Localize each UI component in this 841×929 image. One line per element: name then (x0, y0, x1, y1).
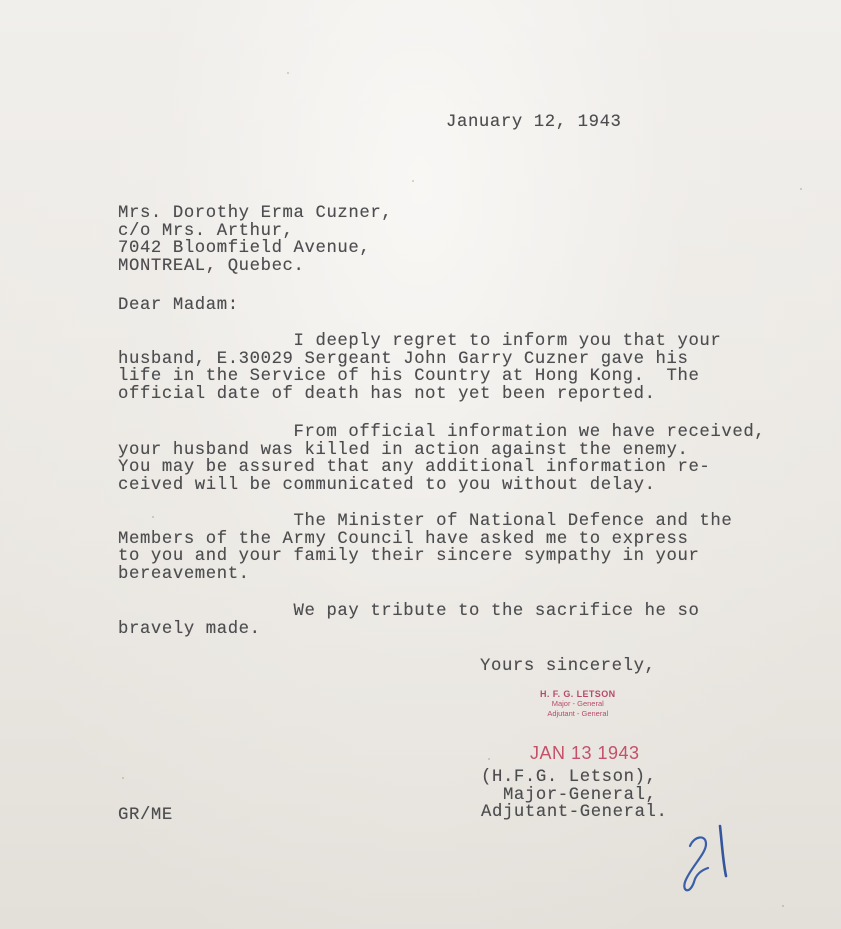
signature-line: Major-General, (481, 785, 657, 805)
address-line: MONTREAL, Quebec. (118, 256, 305, 276)
address-line: 7042 Bloomfield Avenue, (118, 239, 371, 259)
paragraph-regret (118, 333, 721, 403)
stamp-name: H. F. G. LETSON (540, 689, 616, 699)
signature-line: (H.F.G. Letson), (481, 768, 657, 787)
paragraph-information (118, 424, 765, 494)
paragraph-line: husband, E.30029 Sergeant John Garry Cuzner gave his (118, 349, 689, 369)
letter-date: January 12, 1943 (446, 113, 622, 132)
stamp-title: Adjutant - General (547, 709, 609, 718)
received-date-stamp: JAN 13 1943 (530, 743, 640, 763)
paragraph-line: bravely made. (118, 619, 261, 639)
paper-speck (287, 72, 289, 74)
paragraph-tribute (118, 603, 699, 638)
paragraph-line: From official information we have received, (118, 423, 766, 442)
paragraph-line: Members of the Army Council have asked me to express (118, 529, 689, 549)
paragraph-line: You may be assured that any additional information re- (118, 458, 711, 478)
salutation: Dear Madam: (118, 296, 239, 315)
address-line: c/o Mrs. Arthur, (118, 221, 294, 241)
recipient-address (118, 205, 392, 275)
paragraph-line: The Minister of National Defence and the (118, 512, 733, 531)
stamp-rank: Major - General (551, 699, 604, 708)
paragraph-line: to you and your family their sincere sympathy in your (118, 547, 700, 567)
handwritten-annotation-21 (676, 824, 746, 899)
paragraph-line: official date of death has not yet been reported. (118, 384, 656, 404)
paragraph-line: bereavement. (118, 564, 250, 584)
closing: Yours sincerely, (480, 657, 656, 676)
paper-speck (488, 758, 490, 760)
paragraph-line: I deeply regret to inform you that your (118, 332, 722, 351)
paper-speck (782, 905, 784, 907)
paragraph-line: We pay tribute to the sacrifice he so (118, 602, 700, 621)
paragraph-line: life in the Service of his Country at Hong Kong. The (118, 367, 700, 387)
reference-initials: GR/ME (118, 806, 173, 825)
paper-speck (412, 180, 414, 182)
typed-signature (481, 769, 668, 822)
address-line: Mrs. Dorothy Erma Cuzner, (118, 204, 393, 223)
paragraph-line: ceived will be communicated to you without delay. (118, 475, 656, 495)
paper-speck (152, 516, 154, 518)
signature-stamp (540, 689, 616, 719)
paragraph-sympathy (118, 513, 732, 583)
paragraph-line: your husband was killed in action against the enemy. (118, 440, 689, 460)
paper-speck (800, 188, 802, 190)
signature-line: Adjutant-General. (481, 803, 668, 823)
paper-speck (122, 777, 124, 779)
